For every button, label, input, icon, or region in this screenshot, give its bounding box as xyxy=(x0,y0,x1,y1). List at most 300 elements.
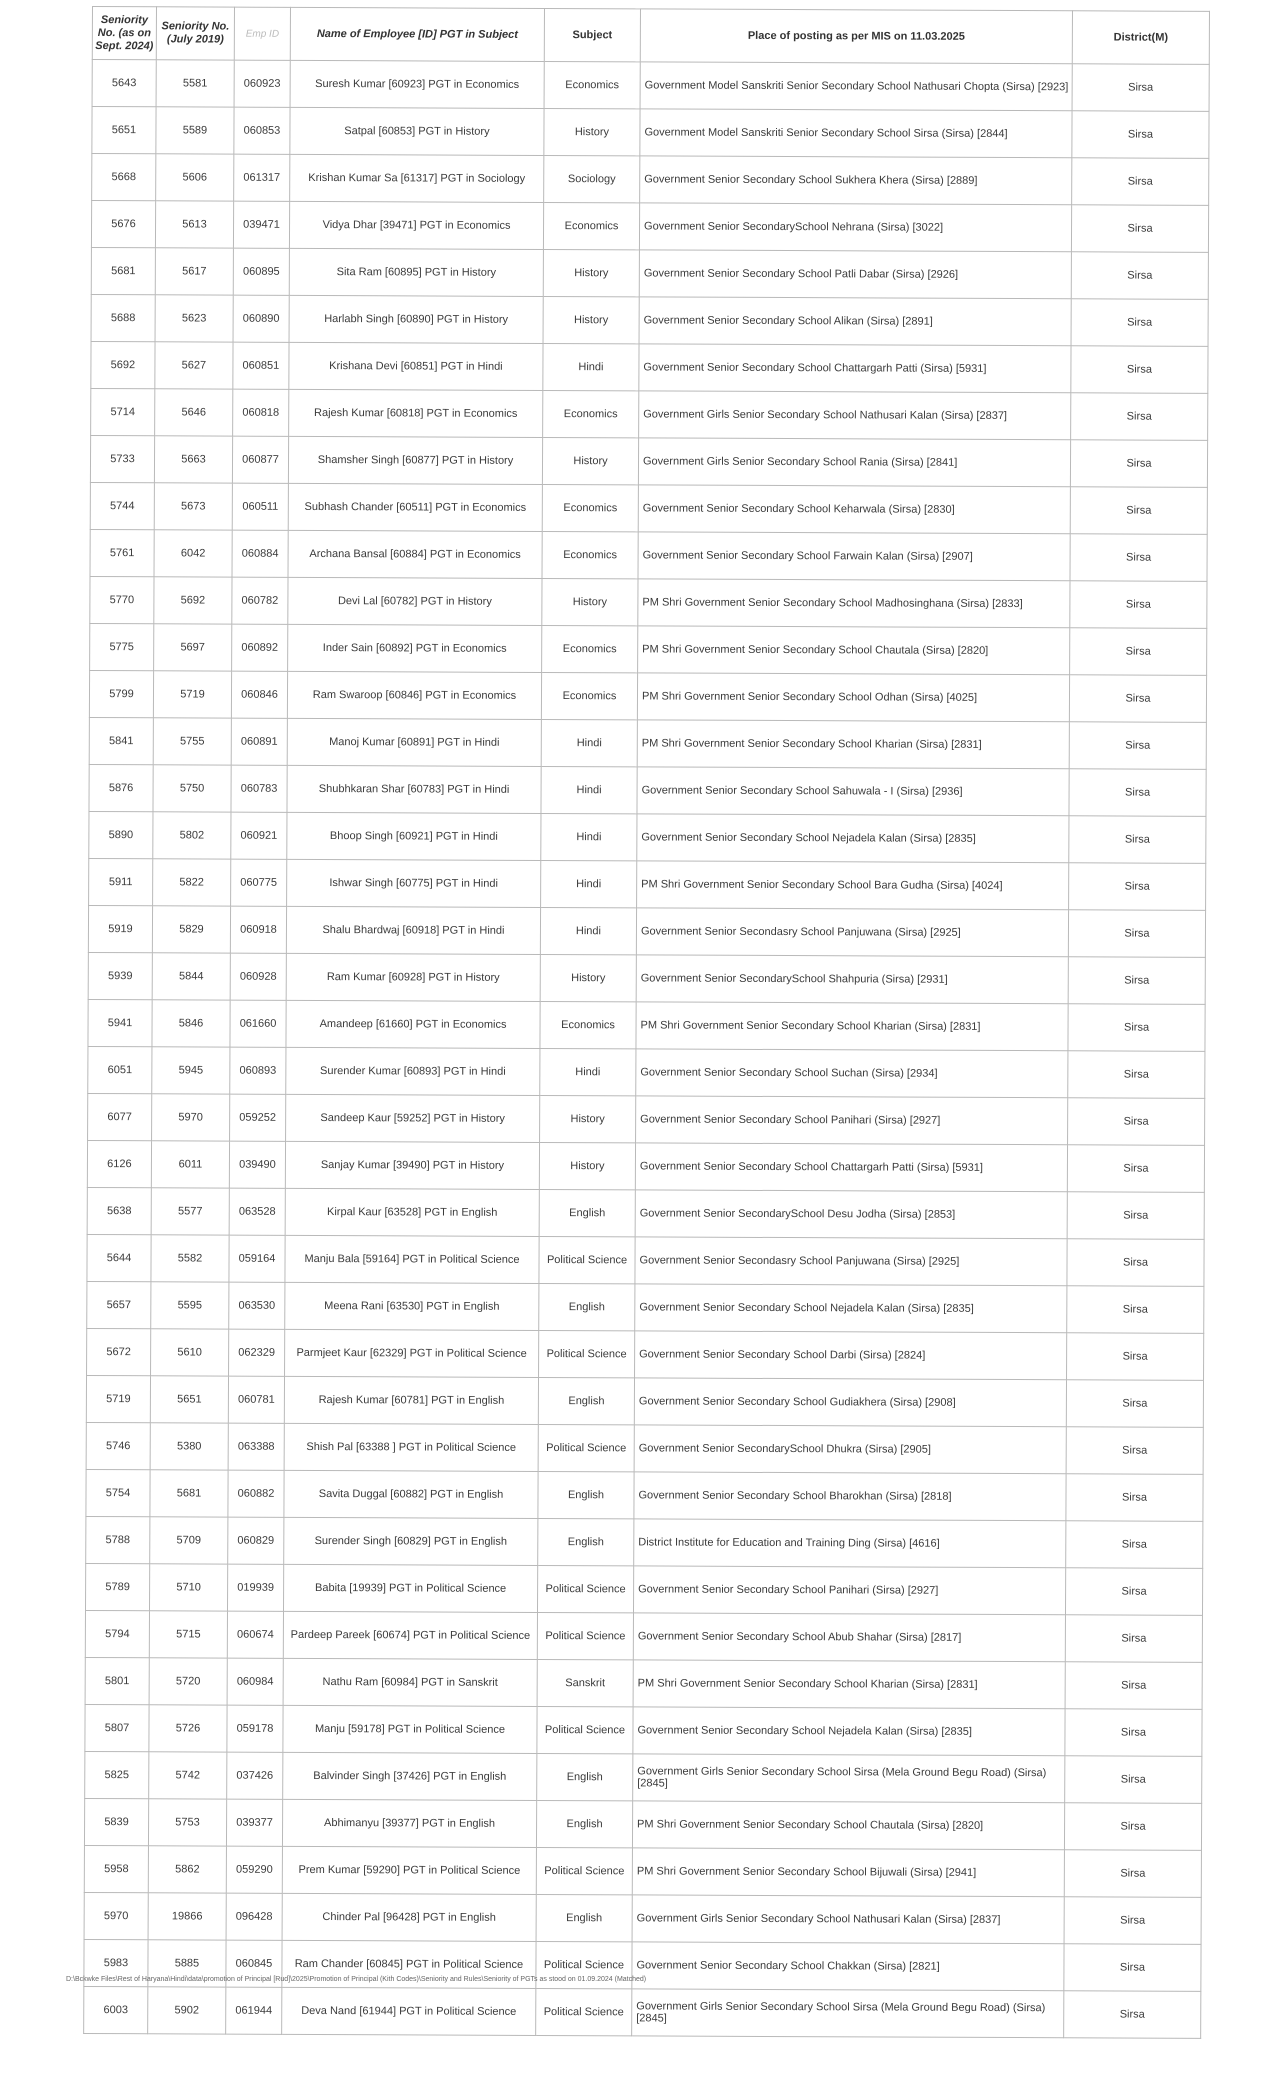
cell-seniority-sept-2024: 5775 xyxy=(90,623,154,670)
cell-employee-id: 060846 xyxy=(231,671,287,718)
table-row xyxy=(92,154,1209,206)
cell-district: Sirsa xyxy=(1066,1474,1203,1522)
cell-district: Sirsa xyxy=(1065,1709,1202,1757)
cell-seniority-sept-2024: 5794 xyxy=(85,1610,149,1657)
cell-seniority-july-2019: 5902 xyxy=(148,1987,226,2034)
cell-subject: Economics xyxy=(544,61,640,108)
cell-employee-id: 061660 xyxy=(230,1000,286,1047)
cell-district: Sirsa xyxy=(1067,1333,1204,1381)
cell-place-of-posting: Government Senior Secondary School Keharwala (Sirsa) [2830] xyxy=(638,485,1070,534)
cell-subject: Economics xyxy=(540,1001,636,1048)
cell-employee-id: 063528 xyxy=(229,1188,285,1235)
cell-employee-id: 060674 xyxy=(227,1611,283,1658)
cell-place-of-posting: Government Senior SecondarySchool Shahpuria (Sirsa) [2931] xyxy=(636,955,1068,1004)
cell-seniority-july-2019: 5673 xyxy=(154,483,232,530)
cell-seniority-july-2019: 5380 xyxy=(150,1423,228,1470)
cell-seniority-sept-2024: 5876 xyxy=(89,764,153,811)
cell-place-of-posting: Government Senior Secondary School Bharokhan (Sirsa) [2818] xyxy=(634,1472,1066,1521)
cell-district: Sirsa xyxy=(1071,346,1208,394)
cell-subject: Political Science xyxy=(537,1612,633,1659)
header-subject: Subject xyxy=(544,8,640,61)
cell-district: Sirsa xyxy=(1071,205,1208,253)
cell-employee-name: Savita Duggal [60882] PGT in English xyxy=(284,1470,538,1518)
cell-employee-id: 060511 xyxy=(232,483,288,530)
cell-place-of-posting: PM Shri Government Senior Secondary School Odhan (Sirsa) [4025] xyxy=(637,673,1069,722)
cell-district: Sirsa xyxy=(1065,1756,1202,1804)
cell-district: Sirsa xyxy=(1071,252,1208,300)
cell-seniority-sept-2024: 5644 xyxy=(87,1234,151,1281)
table-row xyxy=(88,905,1205,957)
cell-place-of-posting: Government Senior Secondary School Abub Shahar (Sirsa) [2817] xyxy=(633,1613,1065,1662)
cell-employee-id: 059164 xyxy=(229,1235,285,1282)
cell-seniority-july-2019: 19866 xyxy=(148,1893,226,1940)
table-row xyxy=(85,1751,1202,1803)
cell-place-of-posting: Government Girls Senior Secondary School Sirsa (Mela Ground Begu Road) (Sirsa) [2845] xyxy=(633,1754,1065,1803)
cell-seniority-sept-2024: 5733 xyxy=(90,435,154,482)
table-row xyxy=(87,1140,1204,1192)
table-row xyxy=(88,999,1205,1051)
cell-subject: History xyxy=(542,578,638,625)
cell-employee-name: Suresh Kumar [60923] PGT in Economics xyxy=(290,60,544,108)
cell-district: Sirsa xyxy=(1071,393,1208,441)
cell-subject: Political Science xyxy=(539,1330,635,1377)
cell-seniority-sept-2024: 5890 xyxy=(89,811,153,858)
cell-employee-id: 037426 xyxy=(227,1752,283,1799)
cell-subject: Political Science xyxy=(536,1847,632,1894)
cell-place-of-posting: Government Girls Senior Secondary School Sirsa (Mela Ground Begu Road) (Sirsa) [2845] xyxy=(632,1989,1064,2038)
cell-employee-id: 060782 xyxy=(232,577,288,624)
cell-seniority-july-2019: 5581 xyxy=(156,60,234,107)
table-row xyxy=(88,1046,1205,1098)
cell-employee-id: 060781 xyxy=(228,1376,284,1423)
table-row xyxy=(90,623,1207,675)
table-row xyxy=(87,1281,1204,1333)
cell-place-of-posting: Government Senior Secondary School Suchan (Sirsa) [2934] xyxy=(636,1049,1068,1098)
cell-subject: Economics xyxy=(543,202,639,249)
cell-place-of-posting: PM Shri Government Senior Secondary School Chautala (Sirsa) [2820] xyxy=(632,1801,1064,1850)
cell-employee-name: Meena Rani [63530] PGT in English xyxy=(285,1282,539,1330)
cell-seniority-july-2019: 5710 xyxy=(149,1564,227,1611)
cell-employee-id: 060928 xyxy=(230,953,286,1000)
cell-subject: Sociology xyxy=(544,155,640,202)
seniority-table xyxy=(83,6,1210,2039)
cell-employee-name: Sanjay Kumar [39490] PGT in History xyxy=(285,1141,539,1189)
cell-subject: English xyxy=(538,1518,634,1565)
cell-place-of-posting: Government Senior Secondasry School Panjuwana (Sirsa) [2925] xyxy=(635,1237,1067,1286)
cell-district: Sirsa xyxy=(1067,1192,1204,1240)
footer-file-path: D:\Bckwke Files\Rest of Haryana\Hindi\data\promotion of Principal [Rud]\2025\Promotion of Principal (Kith Codes)\Seniority and Rules\Seniority of PGTs as stood on 01.09.2024 (Matched) xyxy=(66,1976,647,1983)
cell-district: Sirsa xyxy=(1069,769,1206,817)
cell-place-of-posting: Government Girls Senior Secondary School Rania (Sirsa) [2841] xyxy=(638,438,1070,487)
cell-employee-id: 039471 xyxy=(233,201,289,248)
cell-subject: History xyxy=(544,108,640,155)
cell-district: Sirsa xyxy=(1065,1615,1202,1663)
cell-seniority-july-2019: 5617 xyxy=(155,248,233,295)
cell-seniority-july-2019: 5692 xyxy=(154,577,232,624)
cell-seniority-july-2019: 5750 xyxy=(153,765,231,812)
cell-subject: History xyxy=(542,437,638,484)
cell-district: Sirsa xyxy=(1065,1662,1202,1710)
cell-employee-id: 061944 xyxy=(226,1987,282,2034)
header-employee-name: Name of Employee [ID] PGT in Subject xyxy=(290,7,544,61)
header-seniority-july-2019: Seniority No. (July 2019) xyxy=(156,7,234,60)
cell-employee-name: Shish Pal [63388 ] PGT in Political Science xyxy=(284,1423,538,1471)
cell-seniority-sept-2024: 5770 xyxy=(90,576,154,623)
cell-place-of-posting: Government Senior Secondary School Darbi (Sirsa) [2824] xyxy=(635,1331,1067,1380)
cell-employee-id: 060984 xyxy=(227,1658,283,1705)
cell-subject: English xyxy=(536,1800,632,1847)
cell-subject: English xyxy=(538,1377,634,1424)
cell-place-of-posting: Government Senior SecondarySchool Nehrana (Sirsa) [3022] xyxy=(639,203,1071,252)
cell-district: Sirsa xyxy=(1065,1568,1202,1616)
cell-district: Sirsa xyxy=(1069,722,1206,770)
cell-seniority-july-2019: 5726 xyxy=(149,1705,227,1752)
table-row xyxy=(88,1093,1205,1145)
cell-place-of-posting: Government Senior Secondary School Gudiakhera (Sirsa) [2908] xyxy=(634,1378,1066,1427)
cell-place-of-posting: Government Senior SecondarySchool Desu Jodha (Sirsa) [2853] xyxy=(635,1190,1067,1239)
cell-seniority-sept-2024: 5744 xyxy=(90,482,154,529)
cell-seniority-sept-2024: 6051 xyxy=(88,1046,152,1093)
cell-employee-id: 060892 xyxy=(232,624,288,671)
cell-employee-name: Manju [59178] PGT in Political Science xyxy=(283,1705,537,1753)
cell-subject: Sanskrit xyxy=(537,1659,633,1706)
cell-employee-name: Prem Kumar [59290] PGT in Political Science xyxy=(282,1846,536,1894)
cell-district: Sirsa xyxy=(1064,1850,1201,1898)
cell-district: Sirsa xyxy=(1071,299,1208,347)
cell-employee-name: Manju Bala [59164] PGT in Political Science xyxy=(285,1235,539,1283)
cell-employee-name: Shamsher Singh [60877] PGT in History xyxy=(288,436,542,484)
cell-employee-name: Nathu Ram [60984] PGT in Sanskrit xyxy=(283,1658,537,1706)
cell-subject: Hindi xyxy=(541,860,637,907)
cell-subject: Political Science xyxy=(536,1941,632,1988)
cell-seniority-sept-2024: 5825 xyxy=(85,1751,149,1798)
cell-seniority-july-2019: 5582 xyxy=(151,1235,229,1282)
cell-seniority-july-2019: 5755 xyxy=(153,718,231,765)
cell-seniority-sept-2024: 5841 xyxy=(89,717,153,764)
cell-employee-name: Ram Chander [60845] PGT in Political Science xyxy=(282,1940,536,1988)
cell-employee-id: 096428 xyxy=(226,1893,282,1940)
cell-employee-id: 063530 xyxy=(229,1282,285,1329)
cell-seniority-sept-2024: 5643 xyxy=(92,60,156,107)
cell-district: Sirsa xyxy=(1064,1944,1201,1992)
cell-employee-id: 061317 xyxy=(234,154,290,201)
cell-subject: Economics xyxy=(542,625,638,672)
table-row xyxy=(91,201,1208,253)
cell-subject: Economics xyxy=(542,531,638,578)
cell-district: Sirsa xyxy=(1072,64,1209,112)
cell-employee-name: Krishana Devi [60851] PGT in Hindi xyxy=(289,342,543,390)
table-row xyxy=(89,717,1206,769)
cell-employee-id: 060851 xyxy=(233,342,289,389)
cell-employee-name: Deva Nand [61944] PGT in Political Science xyxy=(282,1987,536,2035)
cell-seniority-sept-2024: 5801 xyxy=(85,1657,149,1704)
cell-subject: English xyxy=(538,1471,634,1518)
cell-employee-id: 059178 xyxy=(227,1705,283,1752)
table-row xyxy=(86,1422,1203,1474)
cell-seniority-july-2019: 6011 xyxy=(151,1141,229,1188)
table-row xyxy=(85,1704,1202,1756)
cell-place-of-posting: Government Senior Secondary School Chattargarh Patti (Sirsa) [5931] xyxy=(639,344,1071,393)
cell-place-of-posting: Government Senior Secondary School Sukhera Khera (Sirsa) [2889] xyxy=(640,156,1072,205)
cell-place-of-posting: Government Senior SecondarySchool Dhukra (Sirsa) [2905] xyxy=(634,1425,1066,1474)
cell-employee-name: Ram Swaroop [60846] PGT in Economics xyxy=(287,671,541,719)
cell-employee-id: 060884 xyxy=(232,530,288,577)
cell-employee-id: 060923 xyxy=(234,60,290,107)
cell-seniority-july-2019: 5610 xyxy=(151,1329,229,1376)
cell-place-of-posting: PM Shri Government Senior Secondary School Bijuwali (Sirsa) [2941] xyxy=(632,1848,1064,1897)
cell-employee-name: Surender Singh [60829] PGT in English xyxy=(284,1517,538,1565)
cell-employee-name: Abhimanyu [39377] PGT in English xyxy=(282,1799,536,1847)
cell-subject: Hindi xyxy=(540,1048,636,1095)
table-header-row xyxy=(92,7,1209,65)
cell-subject: Hindi xyxy=(541,719,637,766)
cell-subject: Economics xyxy=(543,390,639,437)
cell-district: Sirsa xyxy=(1072,158,1209,206)
cell-seniority-july-2019: 5829 xyxy=(152,906,230,953)
cell-subject: English xyxy=(539,1283,635,1330)
cell-district: Sirsa xyxy=(1070,581,1207,629)
cell-district: Sirsa xyxy=(1070,440,1207,488)
cell-place-of-posting: PM Shri Government Senior Secondary School Madhosinghana (Sirsa) [2833] xyxy=(638,579,1070,628)
table-row xyxy=(84,1892,1201,1944)
cell-employee-name: Chinder Pal [96428] PGT in English xyxy=(282,1893,536,1941)
cell-seniority-sept-2024: 5799 xyxy=(89,670,153,717)
table-row xyxy=(84,1798,1201,1850)
cell-seniority-july-2019: 5742 xyxy=(149,1752,227,1799)
cell-district: Sirsa xyxy=(1070,628,1207,676)
cell-place-of-posting: Government Senior Secondary School Nejadela Kalan (Sirsa) [2835] xyxy=(633,1707,1065,1756)
table-row xyxy=(91,388,1208,440)
cell-employee-id: 019939 xyxy=(227,1564,283,1611)
cell-place-of-posting: Government Model Sanskriti Senior Secondary School Nathusari Chopta (Sirsa) [2923] xyxy=(640,62,1072,111)
cell-employee-name: Amandeep [61660] PGT in Economics xyxy=(286,1000,540,1048)
cell-subject: Political Science xyxy=(538,1424,634,1471)
cell-subject: Hindi xyxy=(541,766,637,813)
cell-employee-name: Sita Ram [60895] PGT in History xyxy=(289,248,543,296)
table-row xyxy=(89,858,1206,910)
cell-employee-name: Balvinder Singh [37426] PGT in English xyxy=(283,1752,537,1800)
cell-district: Sirsa xyxy=(1067,1286,1204,1334)
cell-employee-name: Shubhkaran Shar [60783] PGT in Hindi xyxy=(287,765,541,813)
cell-district: Sirsa xyxy=(1068,910,1205,958)
cell-seniority-july-2019: 5885 xyxy=(148,1940,226,1987)
cell-employee-name: Sandeep Kaur [59252] PGT in History xyxy=(286,1094,540,1142)
cell-seniority-july-2019: 5753 xyxy=(148,1799,226,1846)
cell-district: Sirsa xyxy=(1067,1145,1204,1193)
cell-subject: Political Science xyxy=(539,1236,635,1283)
cell-district: Sirsa xyxy=(1070,534,1207,582)
table-row xyxy=(84,1845,1201,1897)
cell-seniority-july-2019: 5945 xyxy=(152,1047,230,1094)
cell-district: Sirsa xyxy=(1069,675,1206,723)
cell-seniority-sept-2024: 5911 xyxy=(89,858,153,905)
cell-district: Sirsa xyxy=(1066,1521,1203,1569)
cell-seniority-sept-2024: 5761 xyxy=(90,529,154,576)
cell-subject: English xyxy=(537,1753,633,1800)
cell-employee-id: 060895 xyxy=(233,248,289,295)
cell-seniority-sept-2024: 5668 xyxy=(92,154,156,201)
cell-district: Sirsa xyxy=(1069,863,1206,911)
cell-district: Sirsa xyxy=(1064,1803,1201,1851)
cell-seniority-sept-2024: 5676 xyxy=(91,201,155,248)
cell-seniority-july-2019: 5709 xyxy=(150,1517,228,1564)
table-row xyxy=(88,952,1205,1004)
cell-seniority-sept-2024: 6077 xyxy=(88,1093,152,1140)
cell-seniority-july-2019: 6042 xyxy=(154,530,232,577)
cell-district: Sirsa xyxy=(1072,111,1209,159)
table-row xyxy=(90,529,1207,581)
cell-seniority-july-2019: 5681 xyxy=(150,1470,228,1517)
table-row xyxy=(90,576,1207,628)
cell-employee-id: 060891 xyxy=(231,718,287,765)
cell-seniority-july-2019: 5720 xyxy=(149,1658,227,1705)
cell-seniority-july-2019: 5651 xyxy=(150,1376,228,1423)
cell-seniority-sept-2024: 5714 xyxy=(91,388,155,435)
cell-employee-name: Satpal [60853] PGT in History xyxy=(290,107,544,155)
cell-employee-name: Archana Bansal [60884] PGT in Economics xyxy=(288,530,542,578)
cell-seniority-july-2019: 5846 xyxy=(152,1000,230,1047)
cell-seniority-sept-2024: 5681 xyxy=(91,247,155,294)
cell-seniority-sept-2024: 5688 xyxy=(91,294,155,341)
cell-subject: History xyxy=(543,296,639,343)
cell-seniority-sept-2024: 5941 xyxy=(88,999,152,1046)
cell-place-of-posting: Government Senior Secondary School Farwain Kalan (Sirsa) [2907] xyxy=(638,532,1070,581)
cell-seniority-july-2019: 5627 xyxy=(155,342,233,389)
cell-employee-name: Subhash Chander [60511] PGT in Economics xyxy=(288,483,542,531)
cell-employee-id: 039490 xyxy=(229,1141,285,1188)
cell-district: Sirsa xyxy=(1068,1051,1205,1099)
cell-place-of-posting: PM Shri Government Senior Secondary School Kharian (Sirsa) [2831] xyxy=(637,720,1069,769)
cell-employee-id: 060818 xyxy=(233,389,289,436)
cell-employee-name: Bhoop Singh [60921] PGT in Hindi xyxy=(287,812,541,860)
cell-place-of-posting: Government Girls Senior Secondary School Nathusari Kalan (Sirsa) [2837] xyxy=(632,1895,1064,1944)
header-district: District(M) xyxy=(1072,11,1209,65)
cell-employee-id: 060882 xyxy=(228,1470,284,1517)
cell-district: Sirsa xyxy=(1064,1991,1201,2039)
header-employee-id: Emp ID xyxy=(234,7,290,60)
cell-employee-name: Krishan Kumar Sa [61317] PGT in Sociology xyxy=(290,154,544,202)
table-row xyxy=(85,1610,1202,1662)
cell-place-of-posting: District Institute for Education and Training Ding (Sirsa) [4616] xyxy=(634,1519,1066,1568)
cell-subject: Economics xyxy=(541,672,637,719)
cell-seniority-july-2019: 5844 xyxy=(152,953,230,1000)
cell-employee-name: Ishwar Singh [60775] PGT in Hindi xyxy=(287,859,541,907)
cell-district: Sirsa xyxy=(1069,816,1206,864)
table-row xyxy=(90,435,1207,487)
cell-subject: Hindi xyxy=(543,343,639,390)
table-row xyxy=(87,1187,1204,1239)
cell-seniority-sept-2024: 5692 xyxy=(91,341,155,388)
cell-place-of-posting: Government Girls Senior Secondary School Nathusari Kalan (Sirsa) [2837] xyxy=(639,391,1071,440)
cell-district: Sirsa xyxy=(1068,1098,1205,1146)
table-row xyxy=(89,670,1206,722)
cell-seniority-july-2019: 5719 xyxy=(153,671,231,718)
table-body xyxy=(84,60,1210,2039)
table-row xyxy=(91,294,1208,346)
cell-district: Sirsa xyxy=(1067,1239,1204,1287)
cell-subject: Political Science xyxy=(537,1565,633,1612)
cell-place-of-posting: Government Senior Secondasry School Panjuwana (Sirsa) [2925] xyxy=(636,908,1068,957)
cell-employee-name: Rajesh Kumar [60818] PGT in Economics xyxy=(289,389,543,437)
cell-employee-name: Babita [19939] PGT in Political Science xyxy=(283,1564,537,1612)
cell-employee-name: Vidya Dhar [39471] PGT in Economics xyxy=(289,201,543,249)
table-row xyxy=(87,1234,1204,1286)
cell-seniority-sept-2024: 5788 xyxy=(86,1516,150,1563)
cell-employee-name: Pardeep Pareek [60674] PGT in Political Science xyxy=(283,1611,537,1659)
cell-seniority-sept-2024: 6003 xyxy=(84,1986,148,2033)
cell-seniority-sept-2024: 5958 xyxy=(84,1845,148,1892)
cell-subject: History xyxy=(543,249,639,296)
cell-district: Sirsa xyxy=(1066,1380,1203,1428)
cell-place-of-posting: Government Senior Secondary School Patli Dabar (Sirsa) [2926] xyxy=(639,250,1071,299)
table-row xyxy=(89,811,1206,863)
cell-employee-name: Inder Sain [60892] PGT in Economics xyxy=(288,624,542,672)
table-row xyxy=(87,1328,1204,1380)
cell-seniority-sept-2024: 5638 xyxy=(87,1187,151,1234)
cell-subject: Hindi xyxy=(540,907,636,954)
cell-subject: English xyxy=(536,1894,632,1941)
cell-employee-name: Kirpal Kaur [63528] PGT in English xyxy=(285,1188,539,1236)
cell-place-of-posting: Government Senior Secondary School Nejadela Kalan (Sirsa) [2835] xyxy=(635,1284,1067,1333)
cell-seniority-sept-2024: 5754 xyxy=(86,1469,150,1516)
cell-seniority-sept-2024: 5657 xyxy=(87,1281,151,1328)
cell-subject: Hindi xyxy=(541,813,637,860)
cell-employee-id: 060918 xyxy=(230,906,286,953)
table-row xyxy=(84,1939,1201,1991)
cell-employee-name: Devi Lal [60782] PGT in History xyxy=(288,577,542,625)
cell-seniority-july-2019: 5577 xyxy=(151,1188,229,1235)
cell-employee-name: Shalu Bhardwaj [60918] PGT in Hindi xyxy=(286,906,540,954)
cell-seniority-july-2019: 5613 xyxy=(155,201,233,248)
cell-seniority-sept-2024: 5919 xyxy=(88,905,152,952)
cell-seniority-july-2019: 5595 xyxy=(151,1282,229,1329)
cell-employee-name: Ram Kumar [60928] PGT in History xyxy=(286,953,540,1001)
cell-employee-id: 060845 xyxy=(226,1940,282,1987)
cell-seniority-july-2019: 5715 xyxy=(149,1611,227,1658)
table-row xyxy=(90,482,1207,534)
table-row xyxy=(91,341,1208,393)
cell-seniority-sept-2024: 5983 xyxy=(84,1939,148,1986)
cell-seniority-sept-2024: 5719 xyxy=(86,1375,150,1422)
cell-seniority-july-2019: 5970 xyxy=(152,1094,230,1141)
cell-seniority-sept-2024: 5651 xyxy=(92,107,156,154)
cell-place-of-posting: Government Senior Secondary School Nejadela Kalan (Sirsa) [2835] xyxy=(637,814,1069,863)
cell-employee-id: 063388 xyxy=(228,1423,284,1470)
cell-seniority-sept-2024: 5839 xyxy=(84,1798,148,1845)
cell-seniority-july-2019: 5802 xyxy=(153,812,231,859)
cell-subject: Economics xyxy=(542,484,638,531)
cell-district: Sirsa xyxy=(1064,1897,1201,1945)
cell-subject: English xyxy=(539,1189,635,1236)
cell-seniority-sept-2024: 6126 xyxy=(87,1140,151,1187)
cell-subject: Political Science xyxy=(537,1706,633,1753)
cell-place-of-posting: Government Senior Secondary School Sahuwala - I (Sirsa) [2936] xyxy=(637,767,1069,816)
cell-place-of-posting: Government Senior Secondary School Panihari (Sirsa) [2927] xyxy=(633,1566,1065,1615)
cell-place-of-posting: Government Senior Secondary School Alikan (Sirsa) [2891] xyxy=(639,297,1071,346)
cell-district: Sirsa xyxy=(1068,957,1205,1005)
cell-place-of-posting: Government Senior Secondary School Panihari (Sirsa) [2927] xyxy=(636,1096,1068,1145)
cell-employee-id: 060783 xyxy=(231,765,287,812)
cell-seniority-july-2019: 5589 xyxy=(156,107,234,154)
cell-seniority-sept-2024: 5789 xyxy=(85,1563,149,1610)
cell-place-of-posting: PM Shri Government Senior Secondary School Bara Gudha (Sirsa) [4024] xyxy=(637,861,1069,910)
cell-employee-id: 060877 xyxy=(232,436,288,483)
cell-place-of-posting: PM Shri Government Senior Secondary School Kharian (Sirsa) [2831] xyxy=(633,1660,1065,1709)
cell-seniority-july-2019: 5606 xyxy=(156,154,234,201)
header-seniority-sept-2024: Seniority No. (as on Sept. 2024) xyxy=(92,7,156,60)
cell-seniority-july-2019: 5646 xyxy=(155,389,233,436)
cell-district: Sirsa xyxy=(1066,1427,1203,1475)
